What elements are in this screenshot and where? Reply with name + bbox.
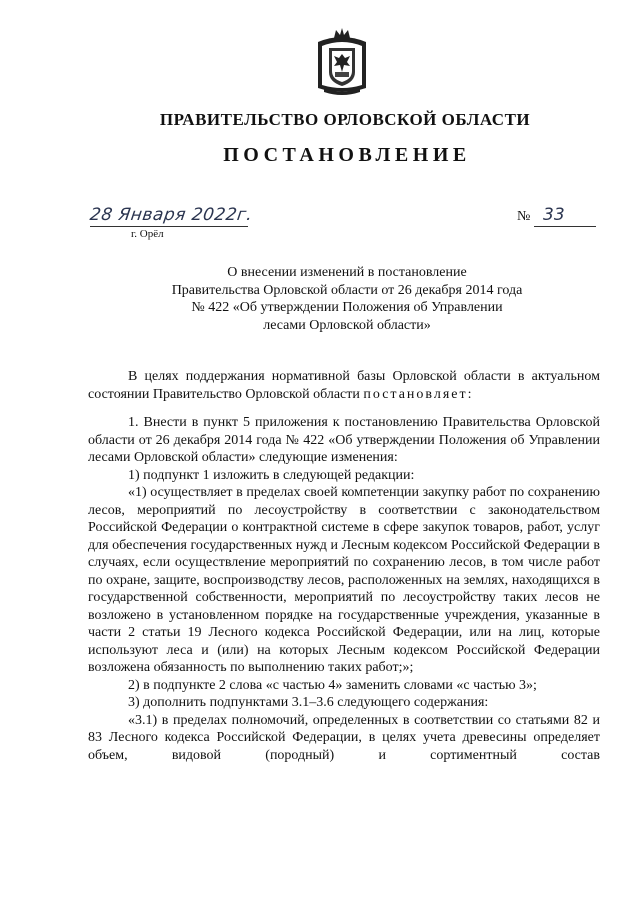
subitem-3-text: «3.1) в пределах полномочий, определенных в соответствии со статьями 82 и 83 Лесного кодекса Российской Федерации, в целях учета древесины определяет объем, видовой (породный) и сортиментный состав: [88, 712, 600, 763]
document-body: [88, 368, 600, 764]
item-1-paragraph: 1. Внести в пункт 5 приложения к постановлению Правительства Орловской области от 26 декабря 2014 года № 422 «Об утверждении Положения об Управлении лесами Орловской области» следующие изменения:: [88, 415, 600, 465]
city-name: г. Орёл: [131, 228, 164, 240]
number-label: №: [517, 209, 531, 224]
subject-line: Правительства Орловской области от 26 декабря 2014 года: [171, 282, 523, 298]
coat-of-arms-icon: [314, 28, 370, 98]
preamble-verb: постановляет:: [363, 386, 474, 402]
handwritten-date: 28 Января 2022г.: [88, 205, 254, 225]
date-underline: [90, 226, 248, 227]
handwritten-number: 33: [543, 205, 565, 225]
document-type: ПОСТАНОВЛЕНИЕ: [223, 144, 471, 166]
subject-line: № 422 «Об утверждении Положения об Управлении: [191, 300, 503, 315]
subitem-2-paragraph: 2) в подпункте 2 слова «с частью 4» заменить словами «с частью 3»;: [128, 677, 537, 693]
document-subject: [130, 264, 564, 334]
preamble-paragraph: [88, 368, 600, 403]
subitem-1-text: «1) осуществляет в пределах своей компетенции закупку работ по сохранению лесов, мероприятий по лесоустройству в соответствии с законодательством Российской Федерации о контрактной системе в сфере закупок товаров, работ, услуг для обеспечения государственных нужд и Лесным кодексом Российской Федерации в случаях, если осуществление мероприятий по сохранению лесов, в том числе работ по охране, защите, воспроизводству лесов, расположенных на землях, находящихся в государственной собственности, мероприятий по лесоустройству таких лесов не возложено в установленном порядке на государственные учреждения, указанные в части 2 статьи 19 Лесного кодекса Российской Федерации, или на лиц, которые используют леса и (или) на которых Лесным кодексом Российской Федерации возложена обязанность по выполнению таких работ;»;: [88, 485, 600, 675]
government-name: ПРАВИТЕЛЬСТВО ОРЛОВСКОЙ ОБЛАСТИ: [159, 110, 531, 129]
subject-line: лесами Орловской области»: [263, 317, 431, 333]
subitem-3-paragraph: 3) дополнить подпунктами 3.1–3.6 следующего содержания:: [128, 695, 489, 710]
subitem-1-paragraph: 1) подпункт 1 изложить в следующей редакции:: [128, 467, 415, 483]
subject-line: О внесении изменений в постановление: [227, 265, 467, 280]
preamble-text: В целях поддержания нормативной базы Орловской области в актуальном состоянии Правительство Орловской области: [88, 369, 600, 402]
number-underline: [534, 226, 596, 227]
